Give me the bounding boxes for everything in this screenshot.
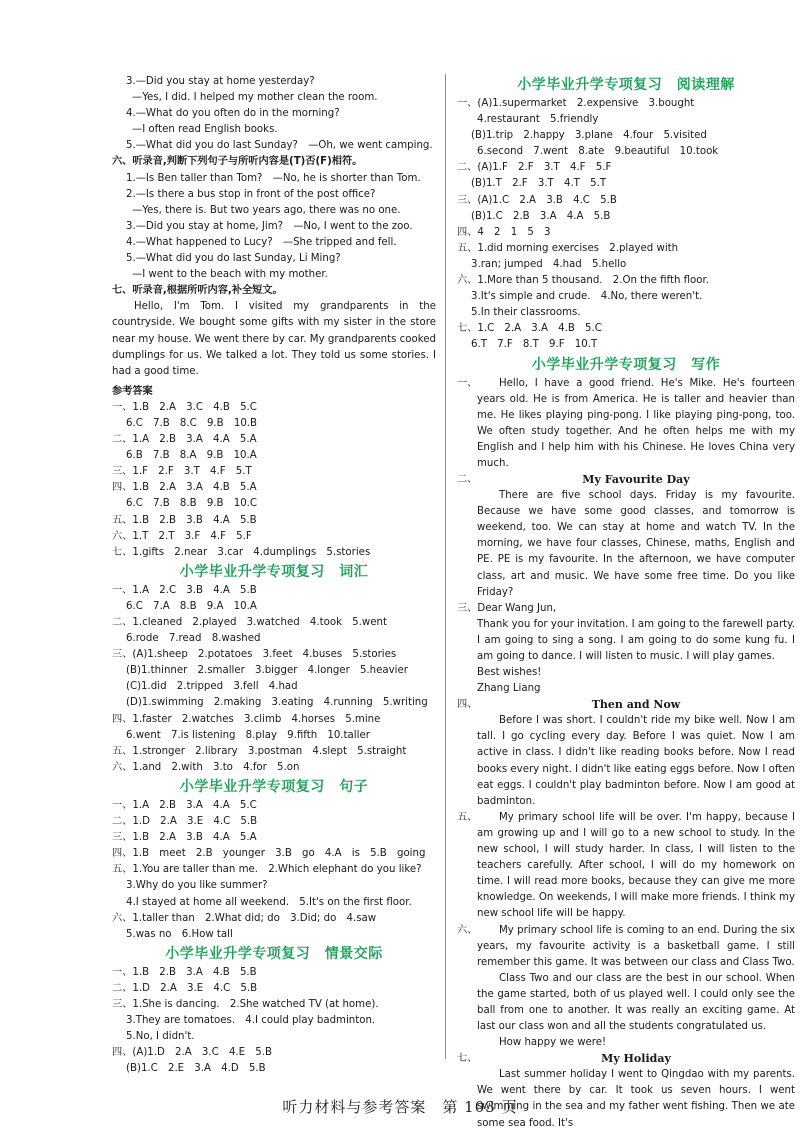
answer-line: 一、1.B 2.B 3.A 4.B 5.B [112,966,257,978]
answers-heading: 参考答案 [112,385,153,397]
answer-line: 三、(A)1.sheep 2.potatoes 3.feet 4.buses 5.stories [112,649,397,661]
answer-line: 五、1.did morning exercises 2.played with [457,242,679,254]
text-line: —I went to the beach with my mother. [132,269,328,281]
writing-item-2 [457,472,795,601]
answer-line: (B)1.thinner 2.smaller 3.bigger 4.longer 5.heavier [126,665,408,677]
left-column [112,74,436,1077]
passage: How happy we were! [499,1037,607,1049]
answer-line: 二、1.cleaned 2.played 3.watched 4.took 5.went [112,617,387,628]
answer-line: (B)1.trip 2.happy 3.plane 4.four 5.visited [471,130,707,142]
letter-closing: Best wishes! [477,667,542,679]
text-line: 3.—Did you stay at home yesterday? [126,76,315,87]
answer-line: 四、1.B 2.A 3.A 4.B 5.A [112,482,257,494]
answer-line: 五、1.You are taller than me. 2.Which elephant do you like? [112,864,422,876]
right-column [457,74,795,1132]
answer-line: 二、1.A 2.B 3.A 4.A 5.A [112,434,257,446]
writing-item-3 [457,617,795,697]
writing-item-6 [457,923,795,1052]
column-divider [445,74,446,1059]
passage: Class Two and our class are the best in our school. When the game started, both of us played well. I could only see the ball from one to another. It was really an exciting game. At last our class won and all the students congratulated us. [477,972,795,1033]
answer-line: 6.second 7.went 8.ate 9.beautiful 10.took [477,146,719,158]
answer-line: 6.rode 7.read 8.washed [126,633,261,645]
section-banner-writing: 小学毕业升学专项复习 写作 [531,356,721,373]
passage: Last summer holiday I went to Qingdao with my parents. We went there by car. It took us seven hours. I went swimming in the sea and my father went fishing. Then we ate some sea food. It's [477,1069,795,1129]
item-number: 一、 [457,377,478,389]
answer-line: 三、(A)1.C 2.A 3.B 4.C 5.B [457,194,617,206]
answer-line: (B)1.C 2.B 3.A 4.A 5.B [471,210,611,222]
answer-line: 4.I stayed at home all weekend. 5.It's on the first floor. [126,896,412,908]
answer-line: 四、4 2 1 5 3 [457,226,551,238]
answer-line: 3.Why do you like summer? [126,880,268,892]
answer-line: 三、1.She is dancing. 2.She watched TV (at home). [112,998,379,1010]
answer-line: 七、1.gifts 2.near 3.car 4.dumplings 5.stories [112,546,371,558]
text-line: —I often read English books. [132,124,278,136]
text-line: 4.—What do you often do in the morning? [126,108,340,120]
passage: There are five school days. Friday is my favourite. Because we have some good classes, and tomorrow is weekend, too. We can stay at home and watch TV. In the morning, we have four classes, Chinese, maths, English and PE. PE is my favourite. In the afternoon, we have computer class, art and music. We have some free time. Do you like Friday? [477,490,795,598]
answer-line: 4.restaurant 5.friendly [477,114,599,126]
section-banner-situations: 小学毕业升学专项复习 情景交际 [165,945,383,962]
answer-line: 四、(A)1.D 2.A 3.C 4.E 5.B [112,1047,272,1059]
writing-item-4 [457,697,795,810]
text-line: 4.—What happened to Lucy? —She tripped and fell. [126,236,397,248]
text-line: 1.—Is Ben taller than Tom? —No, he is shorter than Tom. [126,172,421,184]
text-line: 5.—What did you do last Sunday? —Oh, we went camping. [126,140,433,152]
passage: Thank you for your invitation. I am going to the farewell party. I am going to sing a song. I am going to do some kung fu. I am going to dance. I will listen to music. I will play games. [477,618,795,662]
answer-line: (C)1.did 2.tripped 3.fell 4.had [126,681,298,693]
writing-item-7 [457,1051,795,1131]
section-banner-reading: 小学毕业升学专项复习 阅读理解 [517,77,735,93]
text-line: 3.—Did you stay at home, Jim? —No, I went to the zoo. [126,220,413,232]
essay-title: My Holiday [601,1052,671,1066]
answer-line: 一、1.A 2.C 3.B 4.A 5.B [112,584,257,596]
answer-line: 一、1.A 2.B 3.A 4.A 5.C [112,799,257,811]
essay-title: Then and Now [591,698,681,712]
answer-line: 四、1.faster 2.watches 3.climb 4.horses 5.mine [112,713,381,725]
answer-line: 6.T 7.F 8.T 9.F 10.T [471,339,598,351]
item-number: 五、 [457,811,478,823]
answer-line: 6.B 7.B 8.A 9.B 10.A [126,450,257,462]
question-heading: 七、听录音,根据所听内容,补全短文。 [112,285,283,297]
passage: My primary school life is coming to an end. During the six years, my favourite activity is a basketball game. I still remember this game. It was between our class and Class Two. [477,924,795,968]
answer-line: 3.It's simple and crude. 4.No, there weren't. [471,291,703,303]
writing-item-5 [457,810,795,923]
letter-salutation: 三、Dear Wang Jun, [457,602,557,614]
answer-line: 6.C 7.B 8.B 9.B 10.C [126,498,258,510]
letter-signature: Zhang Liang [477,683,541,695]
section-banner-vocabulary: 小学毕业升学专项复习 词汇 [179,563,369,580]
answer-line: 5.In their classrooms. [471,307,581,319]
answer-line: 二、1.D 2.A 3.E 4.C 5.B [112,816,258,828]
page-footer: 听力材料与参考答案 第 103 页 [282,1098,518,1116]
answer-line: 6.C 7.B 8.C 9.B 10.B [126,417,258,429]
passage: Before I was short. I couldn't ride my bike well. Now I am tall. I go cycling every day. Before I was quiet. Now I am active in class. I didn't like reading books before. Now I read books every night. I didn't like eating eggs before. Now I often eat eggs. I couldn't play badminton before. Now I am good at badminton. [477,715,795,807]
passage: Hello, I have a good friend. He's Mike. He's fourteen years old. He is from America. He is taller and heavier than me. He likes playing ping-pong. I like playing ping-pong, too. We often study together. And he often helps me with my English and I help him with his Chinese. He loves China very much. [477,377,795,469]
item-number: 六、 [457,924,478,936]
text-line: 5.—What did you do last Sunday, Li Ming? [126,253,341,265]
answer-line: 六、1.taller than 2.What did; do 3.Did; do 4.saw [112,912,377,924]
answer-line: 3.They are tomatoes. 4.I could play badminton. [126,1015,376,1027]
item-number: 四、 [457,699,478,711]
answer-line: 一、1.B 2.A 3.C 4.B 5.C [112,401,257,413]
writing-item-1 [457,376,795,473]
passage: Hello, I'm Tom. I visited my grandparents in the countryside. We bought some gifts with my sister in the store near my house. We went there by car. My grandparents cooked dumplings for us. We talked a lot. They told us some stories. I had a good time. [112,301,436,377]
answer-line: 二、1.D 2.A 3.E 4.C 5.B [112,982,258,994]
answer-line: (B)1.T 2.F 3.T 4.T 5.T [471,178,607,190]
text-line: —Yes, there is. But two years ago, there was no one. [132,204,401,216]
answer-line: 五、1.stronger 2.library 3.postman 4.slept 5.straight [112,745,407,757]
answer-line: 三、1.F 2.F 3.T 4.F 5.T [112,466,252,478]
passage: My primary school life will be over. I'm happy, because I am growing up and I will go to a new school to study. In the new school, I will study harder. In class, I will listen to the teachers carefully. After school, I will do my homework on time. I will read more books, because they can give me more knowledge. On weekends, I will make more friends. I think my new school life will be happy. [477,811,795,920]
answer-line: (D)1.swimming 2.making 3.eating 4.running 5.writing [126,697,428,709]
answer-line: 五、1.B 2.B 3.B 4.A 5.B [112,514,257,526]
answer-line: (B)1.C 2.E 3.A 4.D 5.B [126,1063,266,1075]
answer-line: 6.C 7.A 8.B 9.A 10.A [126,600,257,612]
answer-line: 七、1.C 2.A 3.A 4.B 5.C [457,323,602,335]
answer-line: 六、1.T 2.T 3.F 4.F 5.F [112,530,252,542]
answer-line: 六、1.More than 5 thousand. 2.On the fifth floor. [457,275,710,287]
answer-line: 三、1.B 2.A 3.B 4.A 5.A [112,832,257,844]
section-banner-sentences: 小学毕业升学专项复习 句子 [179,778,369,795]
answer-line: 3.ran; jumped 4.had 5.hello [471,258,627,270]
answer-line: 四、1.B meet 2.B younger 3.B go 4.A is 5.B going [112,848,426,860]
answer-line: 一、(A)1.supermarket 2.expensive 3.bought [457,98,695,109]
essay-title: My Favourite Day [582,473,690,487]
item-number: 七、 [457,1053,478,1065]
answer-line: 5.No, I didn't. [126,1031,195,1043]
answer-line: 6.went 7.is listening 8.play 9.fifth 10.taller [126,729,370,741]
answer-line: 六、1.and 2.with 3.to 4.for 5.on [112,761,300,773]
question-heading: 六、听录音,判断下列句子与所听内容是(T)否(F)相符。 [112,156,363,168]
text-line: 2.—Is there a bus stop in front of the post office? [126,188,376,200]
item-number: 二、 [457,474,478,486]
answer-line: 5.was no 6.How tall [126,928,233,940]
answer-line: 二、(A)1.F 2.F 3.T 4.F 5.F [457,162,612,174]
text-line: —Yes, I did. I helped my mother clean the room. [132,92,378,104]
